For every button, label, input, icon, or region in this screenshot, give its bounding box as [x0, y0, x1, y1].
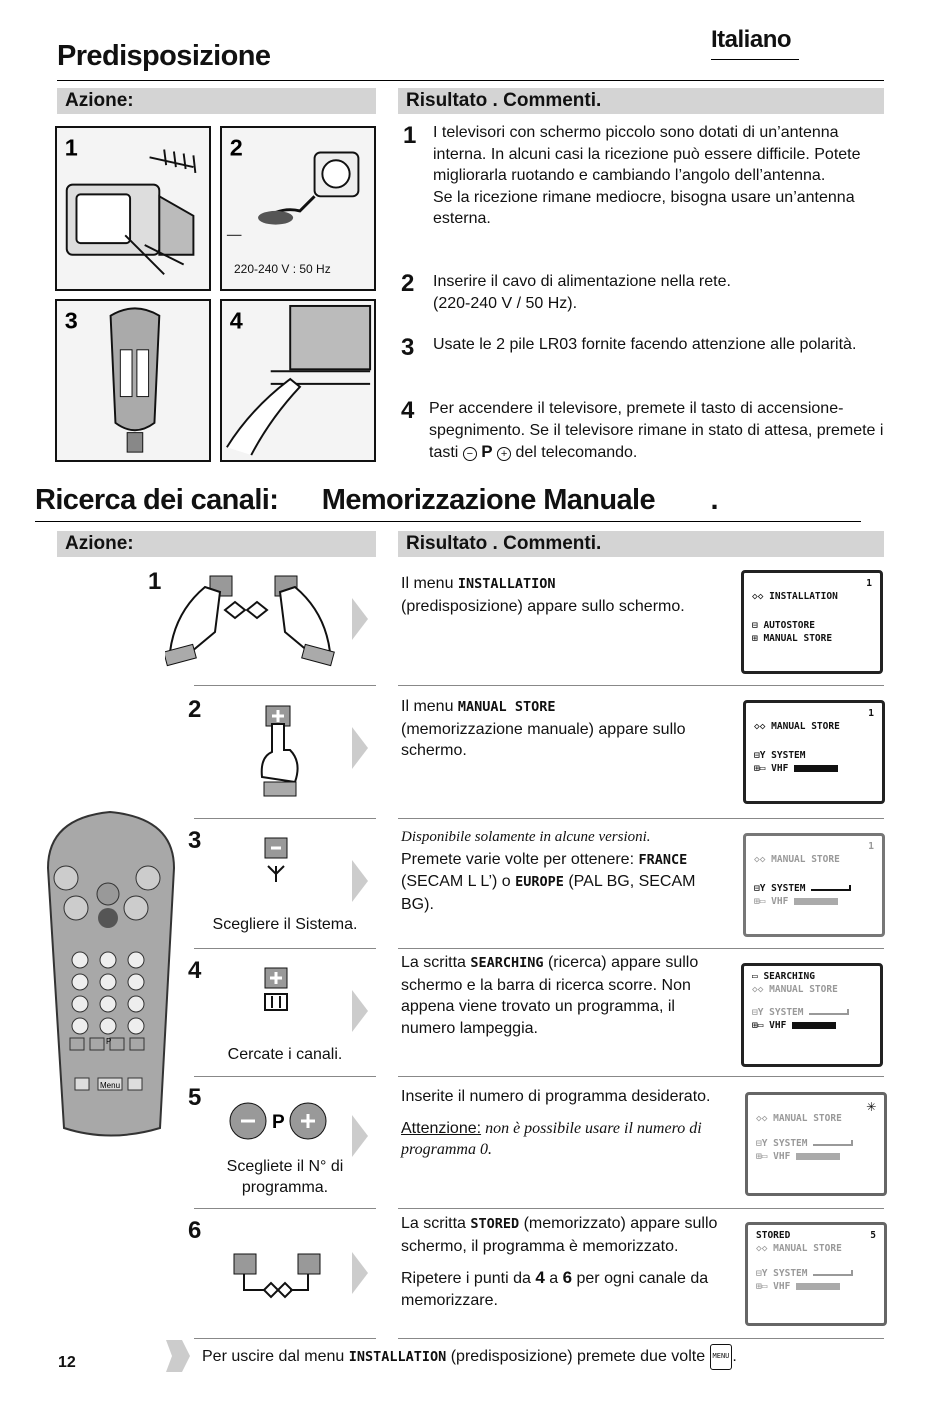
screen-row: ⊟ AUTOSTORE: [752, 620, 815, 631]
menu-name: INSTALLATION: [348, 1348, 447, 1365]
panel-label: 2: [229, 134, 243, 161]
row-separator: [194, 685, 376, 686]
tv-screen-stored: [745, 1222, 887, 1326]
screen-title: ◇◇ INSTALLATION: [752, 591, 838, 602]
step-number: 4: [188, 957, 202, 984]
screen-number: 1: [868, 841, 874, 852]
screen-title: ◇◇ MANUAL STORE: [752, 984, 838, 995]
step-number: 1: [148, 568, 162, 595]
text-part: (ricerca) appare sullo schermo e la barra di ricerca scorre. Non appena viene trovato un programma, il numero lampeggia.: [401, 954, 699, 1037]
footer-arrow-icon: [162, 1334, 192, 1380]
vhf-bar: [796, 1283, 840, 1290]
hand-plus-button-illustration: [250, 702, 310, 800]
vhf-bar: [796, 1153, 840, 1160]
text-part: La scritta: [401, 1215, 471, 1232]
setup-step-1-text: [433, 122, 883, 230]
power-plug-illustration: [220, 126, 376, 291]
screen-row: ⊞▭ VHF: [756, 1281, 791, 1292]
screen-row: ⊞▭ VHF: [754, 896, 789, 907]
text-part: Il menu: [401, 575, 458, 592]
attention-label: Attenzione:: [401, 1119, 482, 1137]
power-button-illustration: [220, 299, 376, 462]
screen-title: ◇◇ MANUAL STORE: [754, 721, 840, 732]
arrow-right-icon: [350, 988, 370, 1034]
screen-row: ⊟Y SYSTEM: [754, 883, 806, 894]
p-key-label: P: [481, 442, 493, 461]
row-separator: [398, 1338, 884, 1339]
text-part: Premete varie volte per ottenere:: [401, 850, 639, 868]
screen-number: 1: [866, 578, 872, 589]
footer-instruction: [202, 1344, 842, 1370]
search-step-4-text: [401, 952, 721, 1039]
search-step-3-text: [401, 826, 731, 915]
setup-step-2-p1: Inserire il cavo di alimentazione nella rete.: [433, 273, 731, 290]
text-part: (PAL BG, SECAM BG).: [401, 873, 696, 913]
step-4-caption: Cercate i canali.: [227, 1046, 343, 1063]
screen-title: ◇◇ MANUAL STORE: [756, 1113, 842, 1124]
p-minus-plus-buttons-icon: [228, 1100, 328, 1142]
voltage-label: 220-240 V : 50 Hz: [234, 262, 331, 276]
screen-top-status: STORED: [756, 1230, 791, 1241]
section-title-left: Ricerca dei canali:: [35, 484, 279, 516]
setup-step-4-text: [429, 398, 885, 464]
setup-step-4-p1: Per accendere il televisore, premete il tasto di accensione-spegnimento. Se il televisore rimane in stato di attesa, premete i tasti: [429, 400, 884, 461]
tv-screen-searching: [741, 963, 883, 1067]
step-number: 5: [188, 1084, 202, 1111]
action-header-2: Azione:: [57, 531, 376, 557]
section-title-dot: .: [710, 484, 718, 516]
row-separator: [398, 685, 884, 686]
arrow-right-icon: [350, 1250, 370, 1296]
text-part: Il menu: [401, 698, 458, 715]
vhf-bar: [792, 1022, 836, 1029]
page-number: 12: [58, 1354, 76, 1371]
step-number: 3: [188, 827, 202, 854]
screen-number: 5: [870, 1230, 876, 1241]
arrow-right-icon: [350, 858, 370, 904]
screen-top-status: ▭ SEARCHING: [752, 971, 815, 982]
step-number: 2: [188, 696, 202, 723]
result-header-2: Risultato . Commenti.: [398, 531, 884, 557]
result-header: Risultato . Commenti.: [398, 88, 884, 114]
setup-step-2-text: [433, 271, 883, 314]
step-number: 4: [401, 397, 415, 424]
vhf-bar: [794, 765, 838, 772]
screen-title: ◇◇ MANUAL STORE: [756, 1243, 842, 1254]
section-rule: [35, 521, 861, 522]
setup-step-2-p2: (220-240 V / 50 Hz).: [433, 294, 578, 312]
menu-key-icon: MENU: [710, 1344, 733, 1370]
setup-step-4-end: del telecomando.: [515, 444, 638, 461]
system-name: EUROPE: [515, 874, 564, 890]
page-title: Predisposizione: [57, 40, 271, 72]
blinking-number-icon: ✳: [866, 1096, 876, 1115]
panel-label: 3: [64, 307, 78, 334]
vhf-bar: [794, 898, 838, 905]
step-number: 3: [401, 334, 415, 361]
battery-illustration: [55, 299, 211, 462]
antenna-illustration: [55, 126, 211, 291]
search-step-1-text: [401, 573, 731, 617]
search-step-5-text: [401, 1086, 721, 1161]
attention-text: non è possibile usare il numero di programma 0.: [401, 1119, 702, 1158]
arrow-right-icon: [350, 596, 370, 642]
section-title: [35, 484, 718, 517]
status-word: STORED: [470, 1216, 520, 1232]
text-part: (predisposizione) premete due volte: [446, 1347, 710, 1365]
screen-row: ⊟Y SYSTEM: [756, 1138, 808, 1149]
text-part: La scritta: [401, 954, 471, 971]
row-separator: [398, 948, 884, 949]
remote-control-illustration: [40, 808, 182, 1138]
step-ref: 6: [562, 1268, 573, 1287]
arrow-right-icon: [350, 1113, 370, 1159]
tv-screen-installation: [741, 570, 883, 674]
text-part: Inserite il numero di programma desiderato.: [401, 1088, 711, 1105]
language-underline: [711, 59, 799, 60]
remote-p-label: P: [106, 1037, 112, 1046]
status-word: SEARCHING: [470, 955, 544, 971]
text-part: (SECAM L L’) o: [401, 873, 516, 890]
p-button-label: P: [272, 1112, 285, 1133]
row-separator: [398, 818, 884, 819]
screen-row: ⊟Y SYSTEM: [752, 1007, 804, 1018]
setup-step-1-p1: I televisori con schermo piccolo sono dotati di un’antenna interna. In alcuni casi la ricezione può essere difficile. Potete migliorarla ruotando e cambiando l’angolo dell’antenna.: [433, 124, 861, 184]
row-separator: [194, 1338, 376, 1339]
text-part: Ripetere i punti da: [401, 1270, 536, 1287]
step-number: 2: [401, 270, 415, 297]
menu-name: MANUAL STORE: [457, 699, 556, 715]
arrow-right-icon: [350, 725, 370, 771]
title-rule: [57, 80, 884, 81]
tv-screen-system: [743, 833, 885, 937]
row-separator: [194, 1076, 376, 1077]
text-part: (memorizzato) appare sullo schermo, il programma è memorizzato.: [401, 1215, 718, 1255]
screen-row: ⊞▭ VHF: [756, 1151, 791, 1162]
text-part: .: [732, 1347, 737, 1365]
minus-button-icon: [262, 836, 292, 886]
step-3-caption: Scegliere il Sistema.: [212, 916, 358, 933]
menu-buttons-illustration: [228, 1252, 328, 1302]
text-part: a: [544, 1270, 563, 1287]
availability-note: Disponibile solamente in alcune versioni.: [401, 829, 651, 845]
row-separator: [398, 1208, 884, 1209]
menu-name: INSTALLATION: [457, 576, 556, 592]
setup-step-1-p2: Se la ricezione rimane mediocre, bisogna usare un’antenna esterna.: [433, 188, 855, 227]
two-hands-buttons-illustration: [165, 572, 335, 668]
text-part: (predisposizione) appare sullo schermo.: [401, 597, 685, 615]
setup-step-3-text: Usate le 2 pile LR03 fornite facendo attenzione alle polarità.: [433, 336, 857, 353]
screen-row: ⊞ MANUAL STORE: [752, 633, 833, 644]
text-part: (memorizzazione manuale) appare sullo schermo.: [401, 720, 686, 759]
panel-label: 4: [229, 307, 243, 334]
row-separator: [194, 1208, 376, 1209]
plus-key-icon: +: [497, 447, 511, 461]
screen-row: ⊞▭ VHF: [754, 763, 789, 774]
step-5-caption: Scegliete il N° di programma.: [226, 1158, 344, 1196]
row-separator: [194, 818, 376, 819]
language-label: Italiano: [711, 26, 792, 53]
row-separator: [194, 948, 376, 949]
text-part: Per uscire dal menu: [202, 1347, 349, 1365]
system-name: FRANCE: [638, 851, 688, 868]
step-number: 1: [403, 122, 417, 149]
screen-row: ⊟Y SYSTEM: [756, 1268, 808, 1279]
step-number: 6: [188, 1217, 202, 1244]
row-separator: [398, 1076, 884, 1077]
plus-search-button-icon: [262, 966, 292, 1016]
remote-menu-label: Menu: [100, 1081, 121, 1090]
tv-screen-program-number: [745, 1092, 887, 1196]
step-ref: 4: [535, 1268, 545, 1287]
text-part: per ogni canale da memorizzare.: [401, 1270, 709, 1309]
panel-label: 1: [64, 134, 78, 161]
section-title-right: Memorizzazione Manuale: [321, 484, 656, 516]
minus-key-icon: −: [463, 447, 477, 461]
screen-row: ⊞▭ VHF: [752, 1020, 787, 1031]
action-header: Azione:: [57, 88, 376, 114]
screen-row: ⊟Y SYSTEM: [754, 750, 806, 761]
screen-title: ◇◇ MANUAL STORE: [754, 854, 840, 865]
search-step-2-text: [401, 696, 731, 762]
search-step-6-text: [401, 1213, 731, 1311]
tv-screen-manual-store: [743, 700, 885, 804]
screen-number: 1: [868, 708, 874, 719]
